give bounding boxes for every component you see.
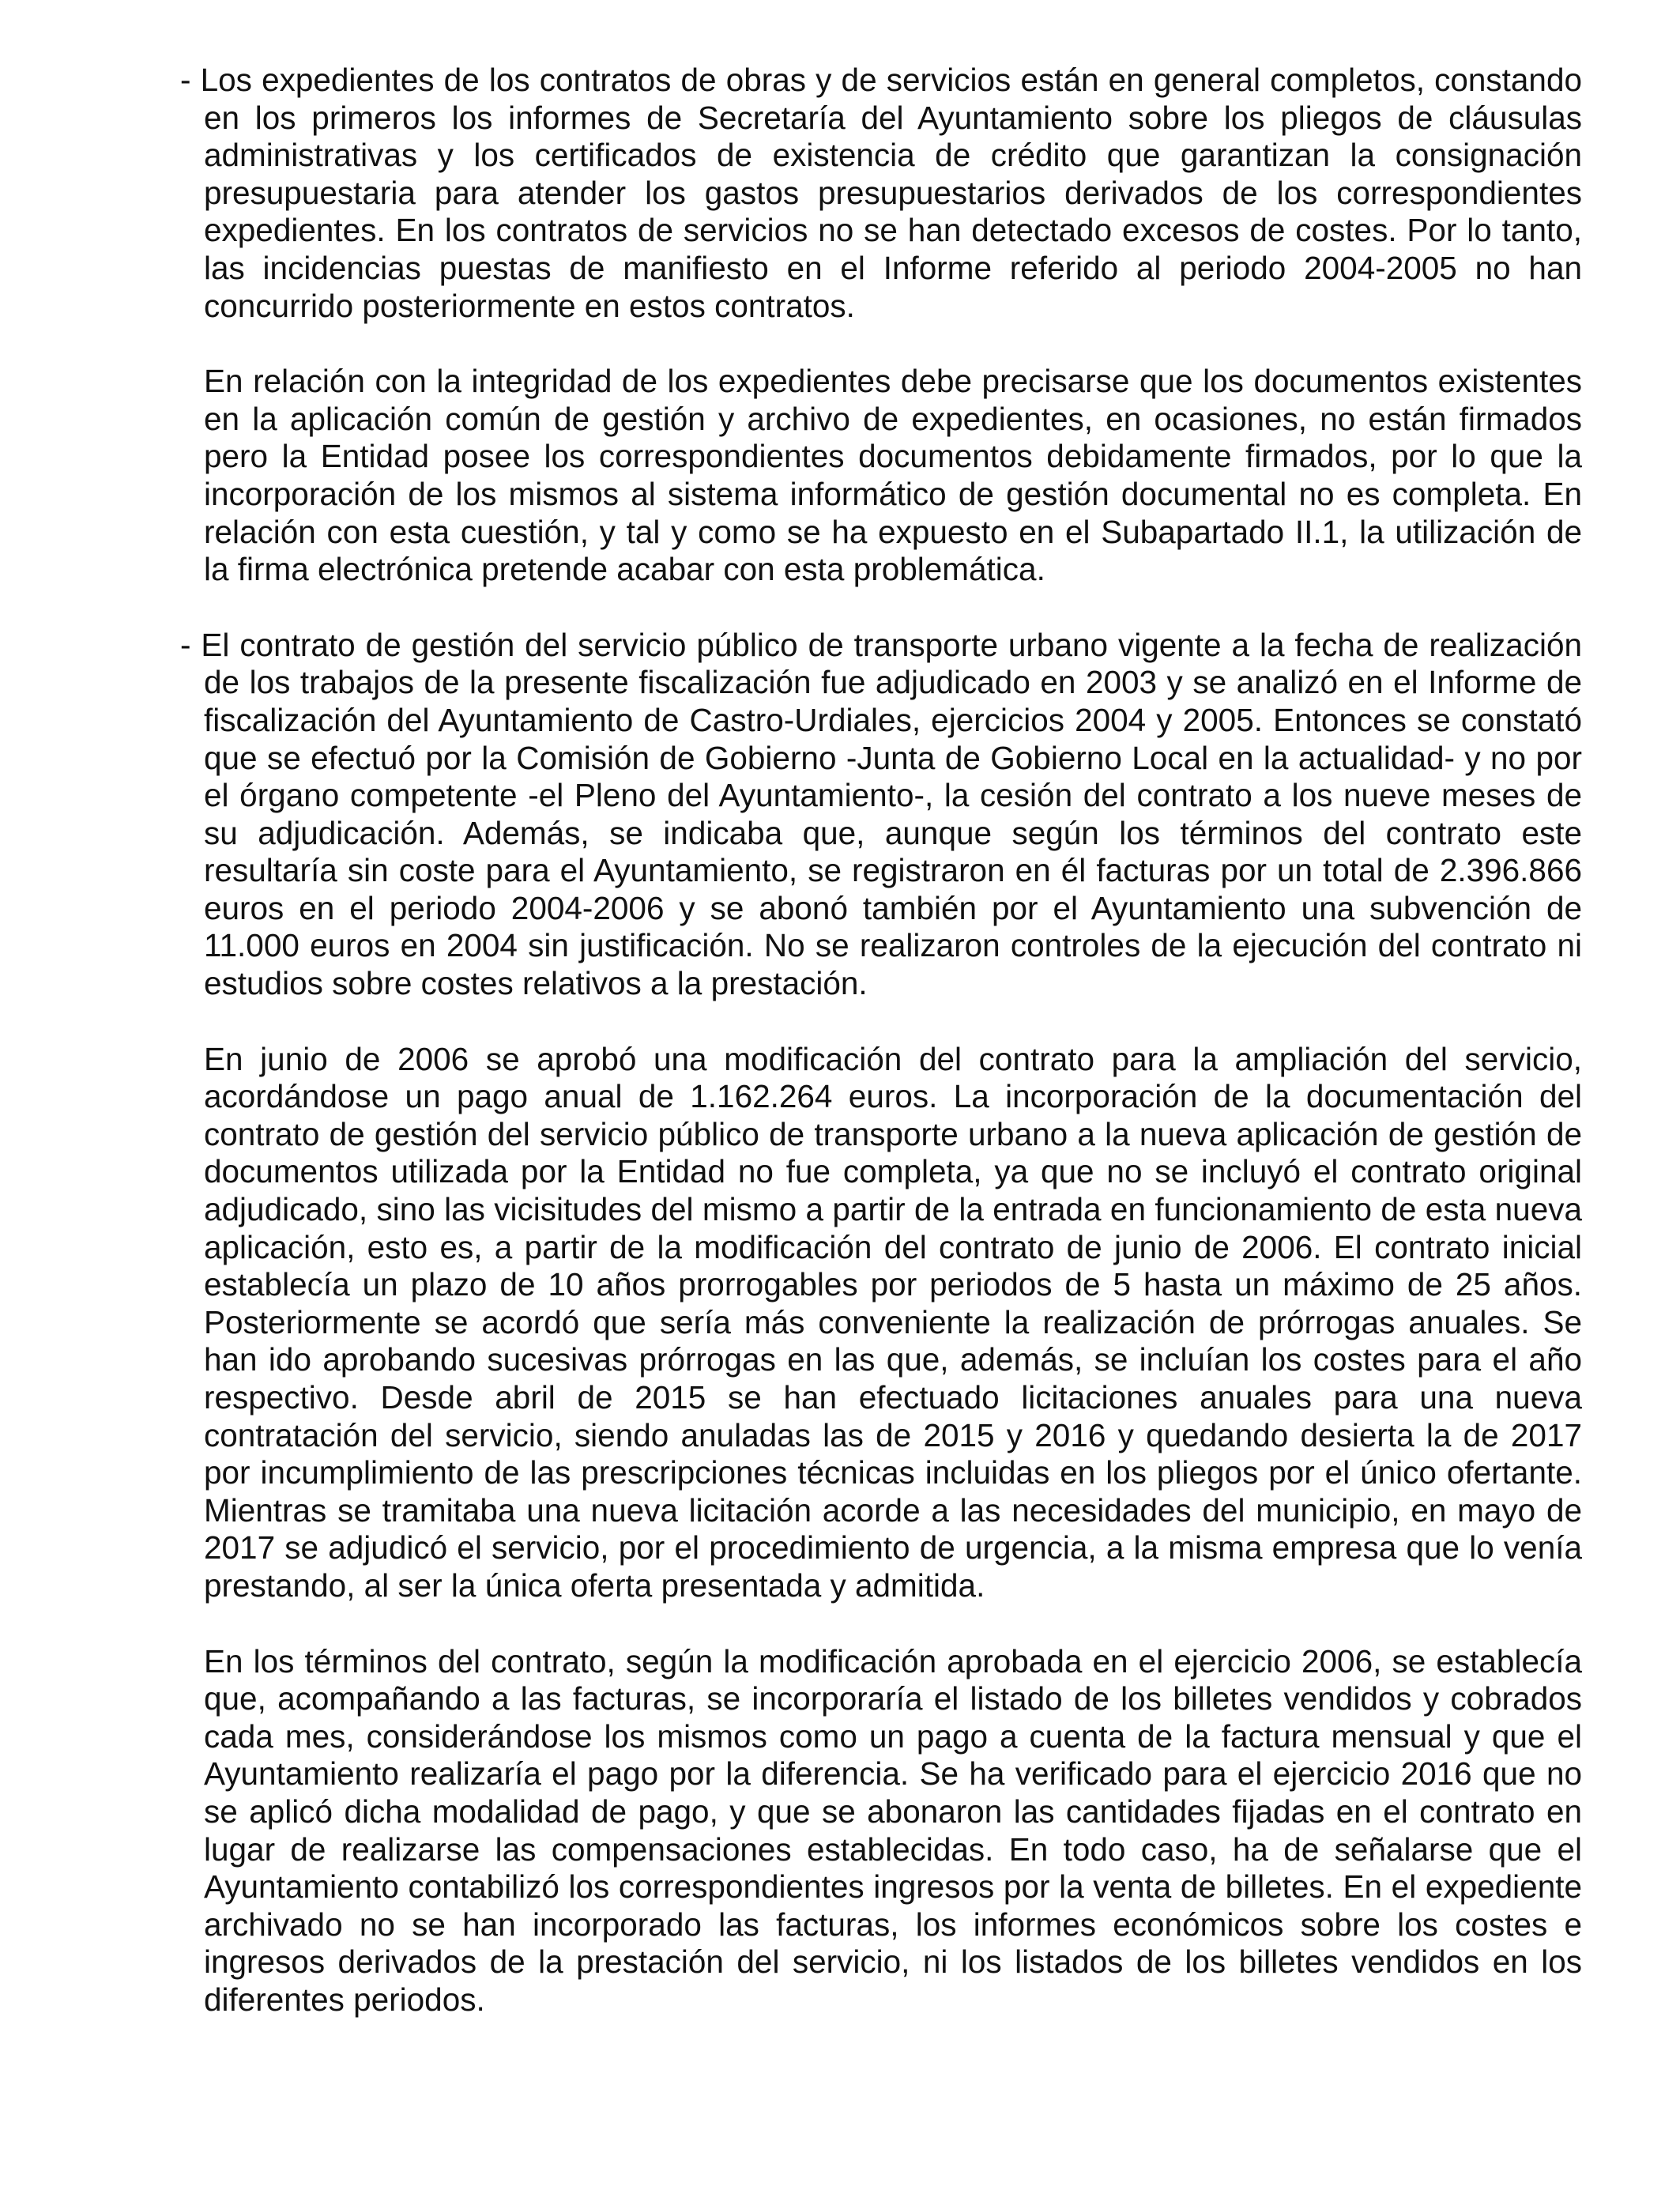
paragraph-contract-files: - Los expedientes de los contratos de obras y de servicios están en general completos, constando en los primeros los informes de Secretaría del Ayuntamiento sobre los pliegos de cláusulas administrativas y los certificados de existencia de crédito que garantizan la consignación presupuestaria para atender los gastos presupuestarios derivados de los correspondientes expedientes. En los contratos de servicios no se han detectado excesos de costes. Por lo tanto, las incidencias puestas de manifiesto en el Informe referido al periodo 2004-2005 no han concurrido posteriormente en estos contratos.: [180, 62, 1582, 324]
paragraph-transport-contract: - El contrato de gestión del servicio público de transporte urbano vigente a la fecha de realización de los trabajos de la presente fiscalización fue adjudicado en 2003 y se analizó en el Informe de fiscalización del Ayuntamiento de Castro-Urdiales, ejercicios 2004 y 2005. Entonces se constató que se efectuó por la Comisión de Gobierno -Junta de Gobierno Local en la actualidad- y no por el órgano competente -el Pleno del Ayuntamiento-, la cesión del contrato a los nueve meses de su adjudicación. Además, se indicaba que, aunque según los términos del contrato este resultaría sin coste para el Ayuntamiento, se registraron en él facturas por un total de 2.396.866 euros en el periodo 2004-2006 y se abonó también por el Ayuntamiento una subvención de 11.000 euros en 2004 sin justificación. No se realizaron controles de la ejecución del contrato ni estudios sobre costes relativos a la prestación.: [180, 626, 1582, 1002]
paragraph-contract-terms: En los términos del contrato, según la modificación aprobada en el ejercicio 2006, se establecía que, acompañando a las facturas, se incorporaría el listado de los billetes vendidos y cobrados cada mes, considerándose los mismos como un pago a cuenta de la factura mensual y que el Ayuntamiento realizaría el pago por la diferencia. Se ha verificado para el ejercicio 2016 que no se aplicó dicha modalidad de pago, y que se abonaron las cantidades fijadas en el contrato en lugar de realizarse las compensaciones establecidas. En todo caso, ha de señalarse que el Ayuntamiento contabilizó los correspondientes ingresos por la venta de billetes. En el expediente archivado no se han incorporado las facturas, los informes económicos sobre los costes e ingresos derivados de la prestación del servicio, ni los listados de los billetes vendidos en los diferentes periodos.: [204, 1642, 1582, 2018]
document-body: [180, 62, 1582, 2019]
paragraph-file-integrity: En relación con la integridad de los expedientes debe precisarse que los documentos existentes en la aplicación común de gestión y archivo de expedientes, en ocasiones, no están firmados pero la Entidad posee los correspondientes documentos debidamente firmados, por lo que la incorporación de los mismos al sistema informático de gestión documental no es completa. En relación con esta cuestión, y tal y como se ha expuesto en el Subapartado II.1, la utilización de la firma electrónica pretende acabar con esta problemática.: [204, 363, 1582, 588]
paragraph-contract-modification: En junio de 2006 se aprobó una modificación del contrato para la ampliación del servicio, acordándose un pago anual de 1.162.264 euros. La incorporación de la documentación del contrato de gestión del servicio público de transporte urbano a la nueva aplicación de gestión de documentos utilizada por la Entidad no fue completa, ya que no se incluyó el contrato original adjudicado, sino las vicisitudes del mismo a partir de la entrada en funcionamiento de esta nueva aplicación, esto es, a partir de la modificación del contrato de junio de 2006. El contrato inicial establecía un plazo de 10 años prorrogables por periodos de 5 hasta un máximo de 25 años. Posteriormente se acordó que sería más conveniente la realización de prórrogas anuales. Se han ido aprobando sucesivas prórrogas en las que, además, se incluían los costes para el año respectivo. Desde abril de 2015 se han efectuado licitaciones anuales para una nueva contratación del servicio, siendo anuladas las de 2015 y 2016 y quedando desierta la de 2017 por incumplimiento de las prescripciones técnicas incluidas en los pliegos por el único ofertante. Mientras se tramitaba una nueva licitación acorde a las necesidades del municipio, en mayo de 2017 se adjudicó el servicio, por el procedimiento de urgencia, a la misma empresa que lo venía prestando, al ser la única oferta presentada y admitida.: [204, 1040, 1582, 1604]
